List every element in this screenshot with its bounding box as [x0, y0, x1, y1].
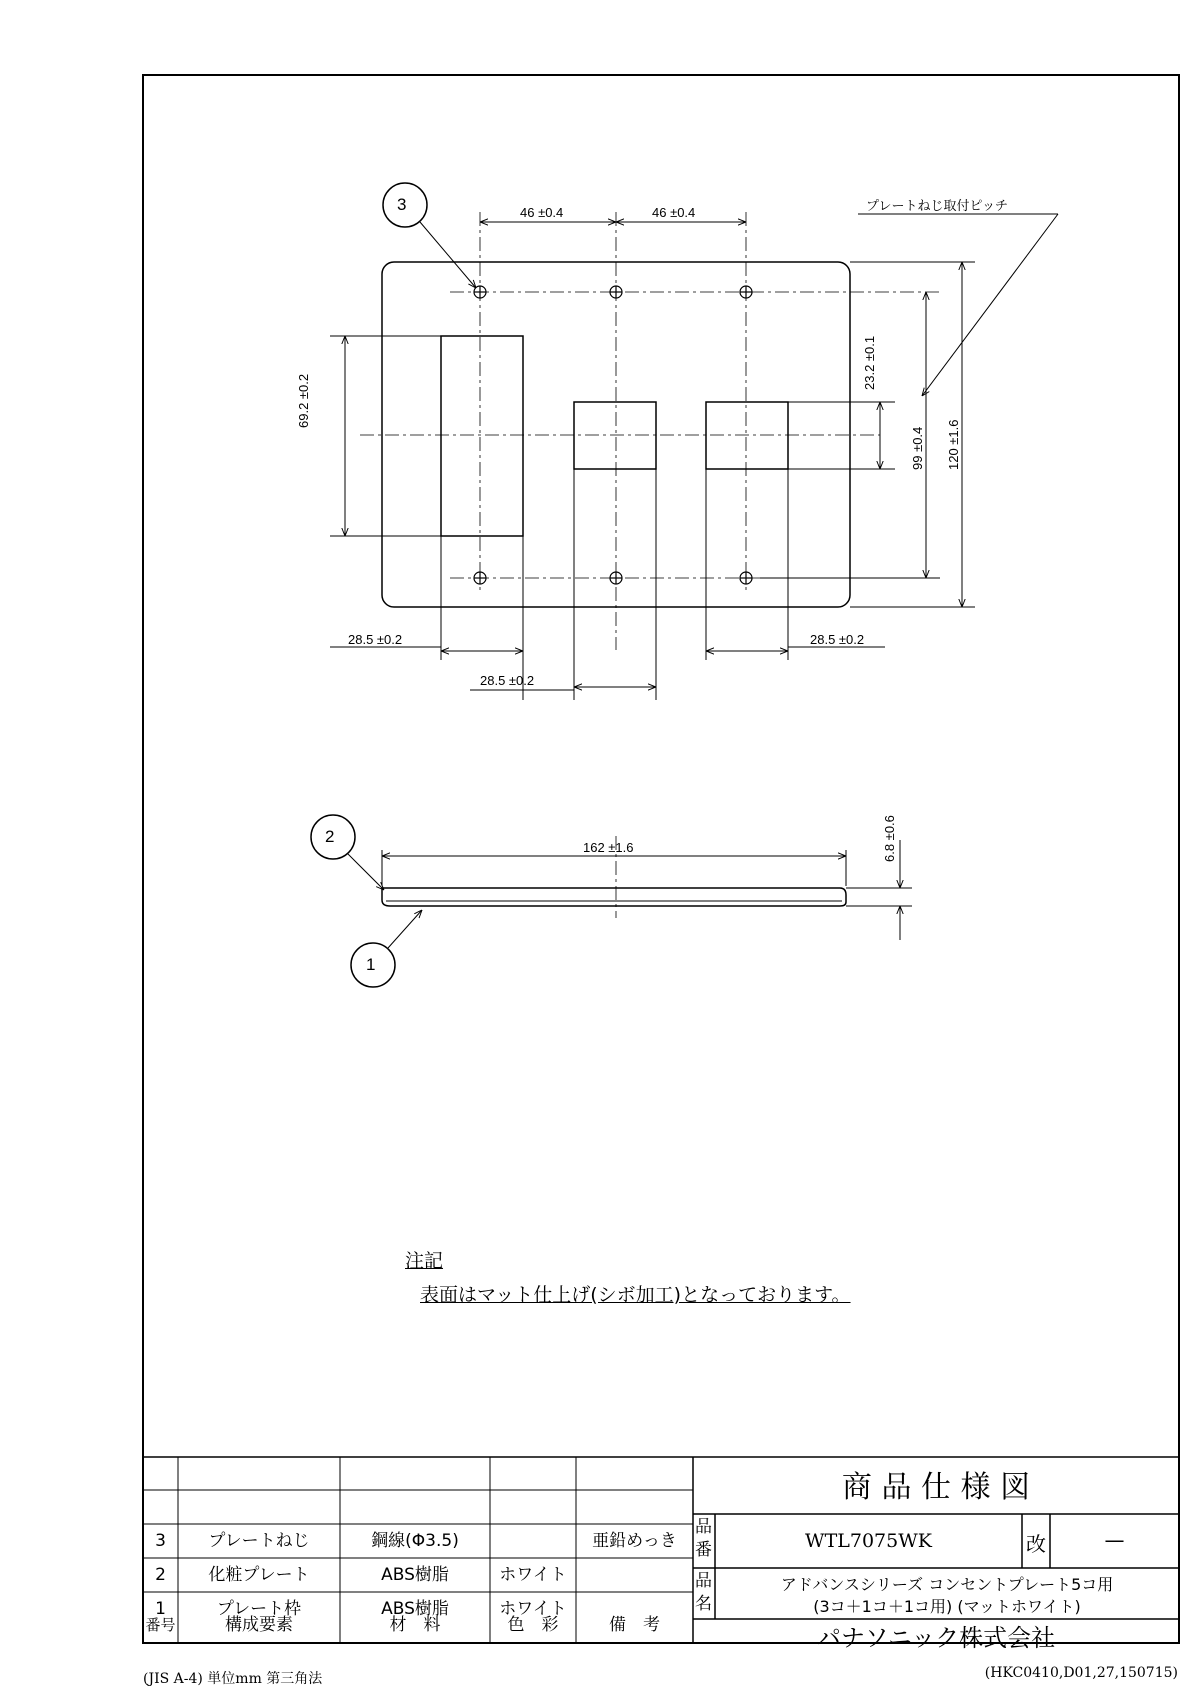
bom-row-1-material: ABS樹脂 [381, 1599, 449, 1619]
opening-large [441, 336, 523, 536]
bom-row-3-remarks: 亜鉛めっき [592, 1531, 677, 1551]
bom-row-2-no: 2 [155, 1565, 166, 1585]
dim-outlet-height: 23.2 ±0.1 [862, 335, 877, 390]
dim-center-width: 28.5 ±0.2 [480, 673, 535, 688]
bom-header-material: 材 料 [389, 1615, 441, 1635]
drawing-border [143, 75, 1179, 1643]
bom-header-no: 番号 [145, 1616, 176, 1634]
bom-row-2-part: 化粧プレート [208, 1565, 310, 1585]
dim-plate-height: 120 ±1.6 [946, 419, 961, 470]
opening-middle [574, 402, 656, 469]
bom-row-2-material: ABS樹脂 [381, 1565, 449, 1585]
revision-value: — [1104, 1528, 1125, 1552]
bom-row-3-part: プレートねじ [208, 1531, 310, 1551]
notes-title: 注記 [405, 1250, 444, 1272]
company-name: パナソニック株式会社 [816, 1624, 1056, 1652]
bom-row-1-part: プレート枠 [216, 1599, 302, 1619]
product-name-line2: (3コ＋1コ＋1コ用) (マットホワイト) [813, 1597, 1081, 1616]
bom-row-3-material: 鋼線(Φ3.5) [371, 1531, 459, 1551]
balloon-2-label: 2 [325, 827, 335, 846]
doc-title: 商 品 仕 様 図 [841, 1470, 1031, 1505]
footer-doc-code: (HKC0410,D01,27,150715) [984, 1665, 1178, 1681]
product-name-label: 品名 [695, 1571, 712, 1614]
bom-row-2-color: ホワイト [499, 1565, 567, 1585]
part-no-label: 品番 [695, 1517, 712, 1560]
revision-label: 改 [1026, 1532, 1046, 1556]
balloon-1-label: 1 [366, 955, 376, 974]
pitch-label: プレートねじ取付ピッチ [866, 198, 1008, 213]
dim-pitch-right: 46 ±0.4 [652, 205, 696, 220]
bom-header-part: 構成要素 [225, 1615, 293, 1635]
bom-header-color: 色 彩 [507, 1615, 559, 1635]
bom-row-3-no: 3 [155, 1531, 166, 1551]
footer-standard: (JIS A-4) 単位mm 第三角法 [143, 1671, 323, 1687]
notes-body: 表面はマット仕上げ(シボ加工)となっております。 [420, 1284, 851, 1306]
part-number: WTL7075WK [805, 1530, 932, 1552]
dim-side-width: 162 ±1.6 [583, 840, 634, 855]
dim-opening-height: 69.2 ±0.2 [296, 373, 311, 428]
dim-pitch-left: 46 ±0.4 [520, 205, 564, 220]
product-name-line1: アドバンスシリーズ コンセントプレート5コ用 [780, 1575, 1114, 1594]
bom-row-1-color: ホワイト [499, 1599, 567, 1619]
dim-side-thickness: 6.8 ±0.6 [882, 815, 897, 862]
bom-row-1-no: 1 [155, 1599, 166, 1619]
dim-left-width: 28.5 ±0.2 [348, 632, 403, 647]
opening-right [706, 402, 788, 469]
dim-screw-pitch-v: 99 ±0.4 [910, 426, 925, 470]
bom-header-remarks: 備 考 [609, 1615, 660, 1635]
balloon-3-label: 3 [397, 195, 407, 214]
side-view-profile [382, 888, 846, 906]
dim-right-width: 28.5 ±0.2 [810, 632, 865, 647]
